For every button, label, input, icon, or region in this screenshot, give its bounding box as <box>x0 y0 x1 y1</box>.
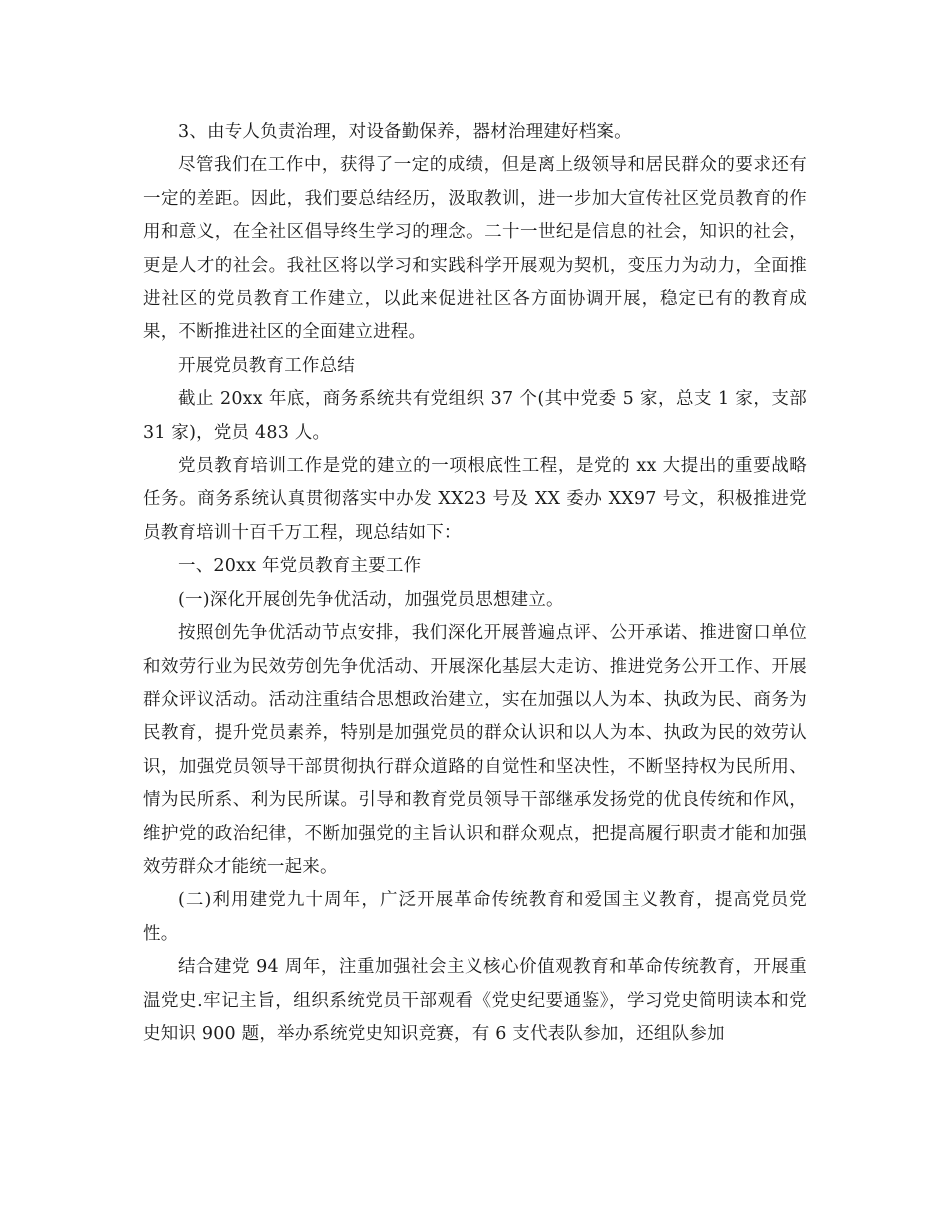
paragraph-summary: 尽管我们在工作中，获得了一定的成绩，但是离上级领导和居民群众的要求还有一定的差距。因此，我们要总结经历，汲取教训，进一步加大宣传社区党员教育的作用和意义，在全社区倡导终生学习的理念。二十一世纪是信息的社会，知识的社会，更是人才的社会。我社区将以学习和实践科学开展观为契机，变压力为动力，全面推进社区的党员教育工作建立，以此来促进社区各方面协调开展，稳定已有的教育成果，不断推进社区的全面建立进程。 <box>143 155 807 343</box>
paragraph-anniversary: 结合建党 94 周年，注重加强社会主义核心价值观教育和革命传统教育，开展重温党史.牢记主旨，组织系统党员干部观看《党史纪要通鉴》，学习党史简明读本和党史知识 900 题，举办系统党史知识竞赛，有 6 支代表队参加，还组队参加 <box>143 957 807 1044</box>
paragraph-statistics: 截止 20xx 年底，商务系统共有党组织 37 个(其中党委 5 家，总支 1 家，支部 31 家)，党员 483 人。 <box>143 389 807 443</box>
paragraph-equipment: 3、由专人负责治理，对设备勤保养，器材治理建好档案。 <box>178 122 632 142</box>
document-body <box>143 116 807 1051</box>
paragraph-intro: 党员教育培训工作是党的建立的一项根底性工程，是党的 xx 大提出的重要战略任务。商务系统认真贯彻落实中办发 XX23 号及 XX 委办 XX97 号文，积极推进党员教育培训十百千万工程，现总结如下： <box>143 456 807 543</box>
subheading-2: (二)利用建党九十周年，广泛开展革命传统教育和爱国主义教育，提高党员党性。 <box>143 890 807 944</box>
heading-main-work: 一、20xx 年党员教育主要工作 <box>178 556 422 577</box>
paragraph-activities: 按照创先争优活动节点安排，我们深化开展普遍点评、公开承诺、推进窗口单位和效劳行业为民效劳创先争优活动、开展深化基层大走访、推进党务公开工作、开展群众评议活动。活动注重结合思想政治建立，实在加强以人为本、执政为民、商务为民教育，提升党员素养，特别是加强党员的群众认识和以人为本、执政为民的效劳认识，加强党员领导干部贯彻执行群众道路的自觉性和坚决性，不断坚持权为民所用、情为民所系、利为民所谋。引导和教育党员领导干部继承发扬党的优良传统和作风，维护党的政治纪律，不断加强党的主旨认识和群众观点，把提高履行职责才能和加强效劳群众才能统一起来。 <box>143 623 807 877</box>
section-title: 开展党员教育工作总结 <box>178 355 355 376</box>
subheading-1: (一)深化开展创先争优活动，加强党员思想建立。 <box>178 589 564 610</box>
